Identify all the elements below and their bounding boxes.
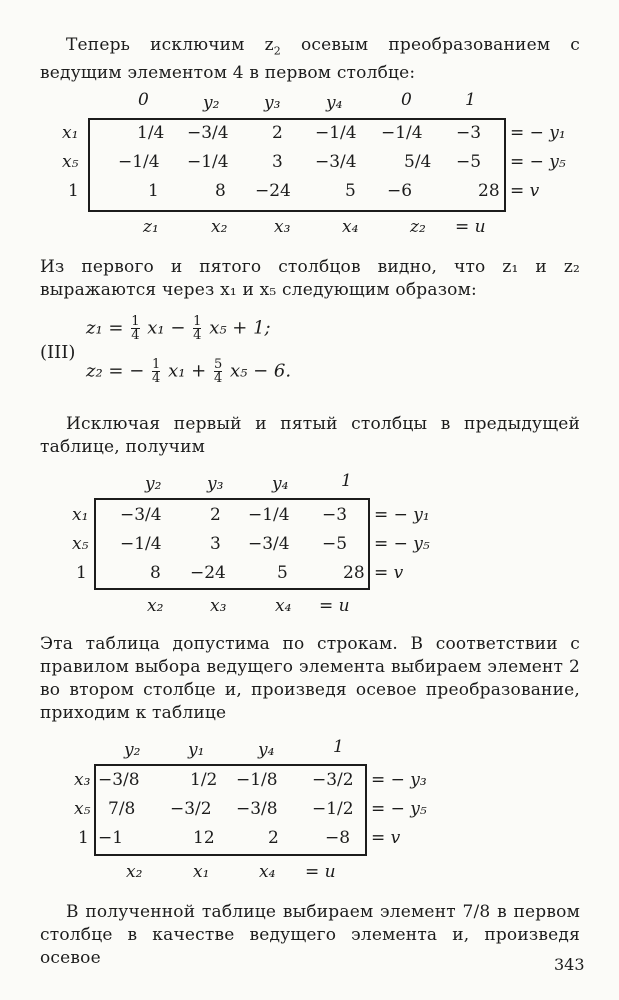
table1-cell: −1/4 — [381, 123, 423, 143]
table1-footer: x₃ — [274, 217, 291, 237]
table1-cell: 28 — [478, 181, 500, 201]
table1-cell: 8 — [215, 181, 226, 201]
table1-cell: −6 — [387, 181, 413, 201]
equation-1: z₁ = $\frac{1}{4}$ x₁ − $\frac{1}{4}$ x₅ + 1; — [86, 314, 271, 343]
table1-cell: −3/4 — [187, 123, 229, 143]
table2-rhs: = v — [374, 563, 404, 583]
table1-cell: −1/4 — [118, 152, 160, 172]
table3-cell: −8 — [325, 828, 351, 848]
table3-row-label: 1 — [78, 828, 89, 848]
table2-row-label: x₅ — [72, 534, 89, 554]
table2-footer: x₂ — [147, 596, 164, 616]
equation-label: (III) — [40, 342, 76, 363]
table3-cell: −3/2 — [170, 799, 212, 819]
table3-rhs: = − y₃ — [371, 770, 427, 790]
table2-footer: x₄ — [275, 596, 292, 616]
table2-header: 1 — [341, 471, 352, 491]
table2-cell: 3 — [210, 534, 221, 554]
table3-cell: −3/8 — [236, 799, 278, 819]
table2-footer: = u — [319, 596, 350, 616]
table2-header: y₃ — [207, 474, 224, 494]
table2-cell: 2 — [210, 505, 221, 525]
table2-cell: −3/4 — [248, 534, 290, 554]
table1-row-label: x₅ — [62, 152, 79, 172]
table3-cell: −1 — [98, 828, 124, 848]
table1-row-label: x₁ — [62, 123, 79, 143]
table3-footer: = u — [305, 862, 336, 882]
table1-cell: −5 — [456, 152, 482, 172]
page-number: 343 — [554, 955, 585, 974]
table1-rhs: = − y₁ — [510, 123, 566, 143]
table3-rhs: = − y₅ — [371, 799, 427, 819]
paragraph-2: Из первого и пятого столбцов видно, что z₁ и z₂ выражаются через x₁ и x₅ следующим образом: — [40, 257, 580, 300]
table1-rhs: = − y₅ — [510, 152, 566, 172]
table3-cell: −1/8 — [236, 770, 278, 790]
table1-footer: z₁ — [143, 217, 159, 237]
table1-cell: 1/4 — [137, 123, 165, 143]
table3-cell: 7/8 — [108, 799, 136, 819]
equation-2: z₂ = − $\frac{1}{4}$ x₁ + $\frac{5}{4}$ x₅ − 6. — [86, 357, 292, 386]
table2-cell: −1/4 — [120, 534, 162, 554]
table1-cell: −1/4 — [315, 123, 357, 143]
table3-footer: x₁ — [193, 862, 210, 882]
paragraph-3: Исключая первый и пятый столбцы в предыдущей таблице, получим — [40, 414, 580, 457]
table1-cell: 5 — [345, 181, 356, 201]
table2-cell: 28 — [343, 563, 365, 583]
table1-cell: 2 — [272, 123, 283, 143]
table1-rhs: = v — [510, 181, 540, 201]
table1-footer: x₂ — [211, 217, 228, 237]
table3-header: 1 — [333, 737, 344, 757]
paragraph-1: Теперь исключим $z_2$ осевым преобразованием с ведущим элементом 4 в первом столбце: — [40, 35, 580, 84]
table1-footer: z₂ — [410, 217, 426, 237]
table1-header: 1 — [465, 90, 476, 110]
table2-cell: −3 — [322, 505, 348, 525]
table3-cell: 2 — [268, 828, 279, 848]
table1-header: 0 — [401, 90, 412, 110]
table3-row-label: x₅ — [74, 799, 91, 819]
table2-cell: 8 — [150, 563, 161, 583]
table2-header: y₄ — [272, 474, 289, 494]
table2-cell: −5 — [322, 534, 348, 554]
table3-cell: 12 — [193, 828, 215, 848]
table2-cell: −24 — [190, 563, 226, 583]
table2-cell: −3/4 — [120, 505, 162, 525]
table1-header: y₂ — [203, 93, 220, 113]
table3-header: y₁ — [188, 740, 205, 760]
paragraph-4: Эта таблица допустима по строкам. В соответствии с правилом выбора ведущего элемента выбираем элемент 2 во втором столбце и, произведя осевое преобразование, приходим к таблице — [40, 634, 580, 723]
table2-row-label: x₁ — [72, 505, 89, 525]
table2-footer: x₃ — [210, 596, 227, 616]
table1-header: 0 — [138, 90, 149, 110]
table1-cell: −1/4 — [187, 152, 229, 172]
table3-cell: −3/8 — [98, 770, 140, 790]
table1-cell: 3 — [272, 152, 283, 172]
table1-header: y₄ — [326, 93, 343, 113]
table2-row-label: 1 — [76, 563, 87, 583]
table3-row-label: x₃ — [74, 770, 91, 790]
table3-cell: 1/2 — [190, 770, 218, 790]
table3-footer: x₂ — [126, 862, 143, 882]
table2-rhs: = − y₁ — [374, 505, 430, 525]
table1-footer: = u — [455, 217, 486, 237]
table2-cell: 5 — [277, 563, 288, 583]
table3-cell: −3/2 — [312, 770, 354, 790]
table1-cell: −3/4 — [315, 152, 357, 172]
table3-footer: x₄ — [259, 862, 276, 882]
table1-cell: 5/4 — [404, 152, 432, 172]
table1-cell: −24 — [255, 181, 291, 201]
table3-header: y₄ — [258, 740, 275, 760]
table1-row-label: 1 — [68, 181, 79, 201]
table3-cell: −1/2 — [312, 799, 354, 819]
table2-rhs: = − y₅ — [374, 534, 430, 554]
table1-cell: 1 — [148, 181, 159, 201]
table3-header: y₂ — [124, 740, 141, 760]
table2-header: y₂ — [145, 474, 162, 494]
table1-cell: −3 — [456, 123, 482, 143]
table2-cell: −1/4 — [248, 505, 290, 525]
table1-footer: x₄ — [342, 217, 359, 237]
table1-header: y₃ — [264, 93, 281, 113]
paragraph-5: В полученной таблице выбираем элемент 7/8 в первом столбце в качестве ведущего элемента и, произведя осевое — [40, 902, 580, 968]
table3-rhs: = v — [371, 828, 401, 848]
